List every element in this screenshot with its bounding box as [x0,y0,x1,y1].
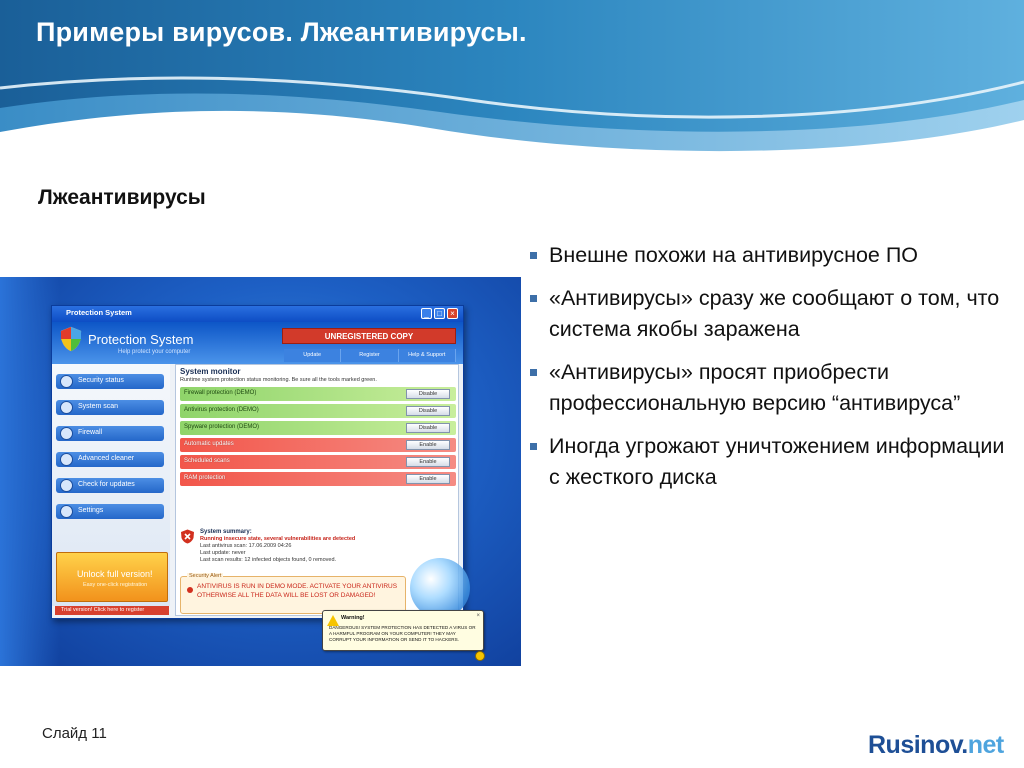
alert-dot-icon [187,587,193,593]
bullet-marker-icon [530,369,537,376]
warning-balloon[interactable] [322,610,484,651]
bullet-item [530,240,1010,271]
menu-update[interactable]: Update [284,349,341,362]
sidebar-item-firewall[interactable] [56,426,164,441]
firewall-icon [60,427,73,440]
status-row-firewall [180,387,456,401]
disable-button[interactable]: Disable [406,389,450,399]
trial-register-link[interactable]: Trial version! Click here to register [55,606,169,615]
brand-logo[interactable] [868,731,1004,760]
slide-number: Слайд 11 [42,725,107,742]
sidebar-item-label: Check for updates [78,481,135,488]
sidebar-item-system-scan[interactable] [56,400,164,415]
app-tagline: Help protect your computer [118,349,191,355]
row-label: RAM protection [184,475,226,481]
row-label: Automatic updates [184,441,234,447]
unlock-full-version-button[interactable] [56,552,168,602]
sidebar-item-label: System scan [78,403,119,410]
gear-icon [60,505,73,518]
bullet-text: Внешне похожи на антивирусное ПО [549,243,919,267]
slide-title: Примеры вирусов. Лжеантивирусы. [36,17,527,47]
disable-button[interactable]: Disable [406,406,450,416]
unregistered-banner[interactable]: UNREGISTERED COPY [282,328,456,344]
warning-text: DANGEROUS! SYSTEM PROTECTION HAS DETECTED A VIRUS OR A HARMFUL PROGRAM ON YOUR COMPUTER! THEY MAY CORRUPT YOUR INFORMATION OR SEND IT TO HACKERS. [329,625,476,642]
sidebar-item-advanced-cleaner[interactable] [56,452,164,467]
bullet-item [530,283,1010,345]
sidebar-item-check-updates[interactable] [56,478,164,493]
row-label: Antivirus protection (DEMO) [184,407,259,413]
status-row-ram-protection [180,472,456,486]
disable-button[interactable]: Disable [406,423,450,433]
warning-shield-icon [180,529,195,544]
minimize-button[interactable]: _ [421,308,432,319]
window-titlebar [52,306,463,322]
enable-button[interactable]: Enable [406,457,450,467]
monitor-description: Runtime system protection status monitoring. Be sure all the tools marked green. [180,377,377,383]
sidebar-item-label: Settings [78,507,104,514]
unlock-subtitle: Easy one-click registration [83,582,148,588]
row-label: Firewall protection (DEMO) [184,390,257,396]
app-name: Protection System [88,332,194,347]
security-alert-heading: Security Alert [189,573,222,579]
app-header [52,322,463,364]
bullet-marker-icon [530,252,537,259]
magnifier-icon [60,401,73,414]
sidebar-item-settings[interactable] [56,504,164,519]
security-alert-text: ANTIVIRUS IS RUN IN DEMO MODE. ACTIVATE YOUR ANTIVIRUS OTHERWISE ALL THE DATA WILL BE LOST OR DAMAGED! [197,583,398,599]
shield-icon [60,375,73,388]
globe-icon [60,479,73,492]
bullet-marker-icon [530,295,537,302]
bullet-text: «Антивирусы» сразу же сообщают о том, что система якобы заражена [549,286,1000,341]
bullet-text: «Антивирусы» просят приобрести профессиональную версию “антивируса” [549,360,961,415]
status-row-scheduled-scans [180,455,456,469]
close-button[interactable]: × [447,308,458,319]
bullet-text: Иногда угрожают уничтожением информации с жесткого диска [549,434,1005,489]
shield-logo-icon [60,326,82,352]
tray-warning-icon[interactable] [475,651,485,661]
broom-icon [60,453,73,466]
top-menu [284,349,456,362]
enable-button[interactable]: Enable [406,474,450,484]
status-row-automatic-updates [180,438,456,452]
summary-title: System summary: [200,529,252,535]
sidebar-item-security-status[interactable] [56,374,164,389]
bullet-item [530,357,1010,419]
summary-last-scan: Last antivirus scan: 17.06.2009 04:26 [200,543,292,549]
summary-last-update: Last update: never [200,550,246,556]
brand-main: Rusinov. [868,731,968,759]
status-row-spyware [180,421,456,435]
menu-help-support[interactable]: Help & Support [399,349,456,362]
close-icon[interactable]: × [476,613,480,619]
security-alert-box [180,573,406,614]
monitor-title: System monitor [180,367,241,376]
maximize-button[interactable]: □ [434,308,445,319]
menu-register[interactable]: Register [341,349,398,362]
window-title: Protection System [66,308,132,317]
summary-scan-results: Last scan results: 12 infected objects found, 0 removed. [200,557,337,563]
brand-tld: net [967,731,1004,759]
bullet-list [530,240,1010,505]
globe-icon [410,558,470,618]
fake-antivirus-screenshot [0,277,521,666]
row-label: Scheduled scans [184,458,230,464]
bullet-item [530,431,1010,493]
summary-alert: Running insecure state, several vulnerabilities are detected [200,536,356,542]
status-row-antivirus [180,404,456,418]
sidebar-item-label: Firewall [78,429,103,436]
sidebar-item-label: Advanced cleaner [78,455,135,462]
sidebar-item-label: Security status [78,377,124,384]
unlock-title: Unlock full version! [77,569,153,579]
protection-system-window [51,305,464,619]
bullet-marker-icon [530,443,537,450]
enable-button[interactable]: Enable [406,440,450,450]
row-label: Spyware protection (DEMO) [184,424,260,430]
sidebar [52,364,170,606]
slide-subtitle: Лжеантивирусы [38,186,206,209]
warning-title: Warning! [341,615,365,621]
